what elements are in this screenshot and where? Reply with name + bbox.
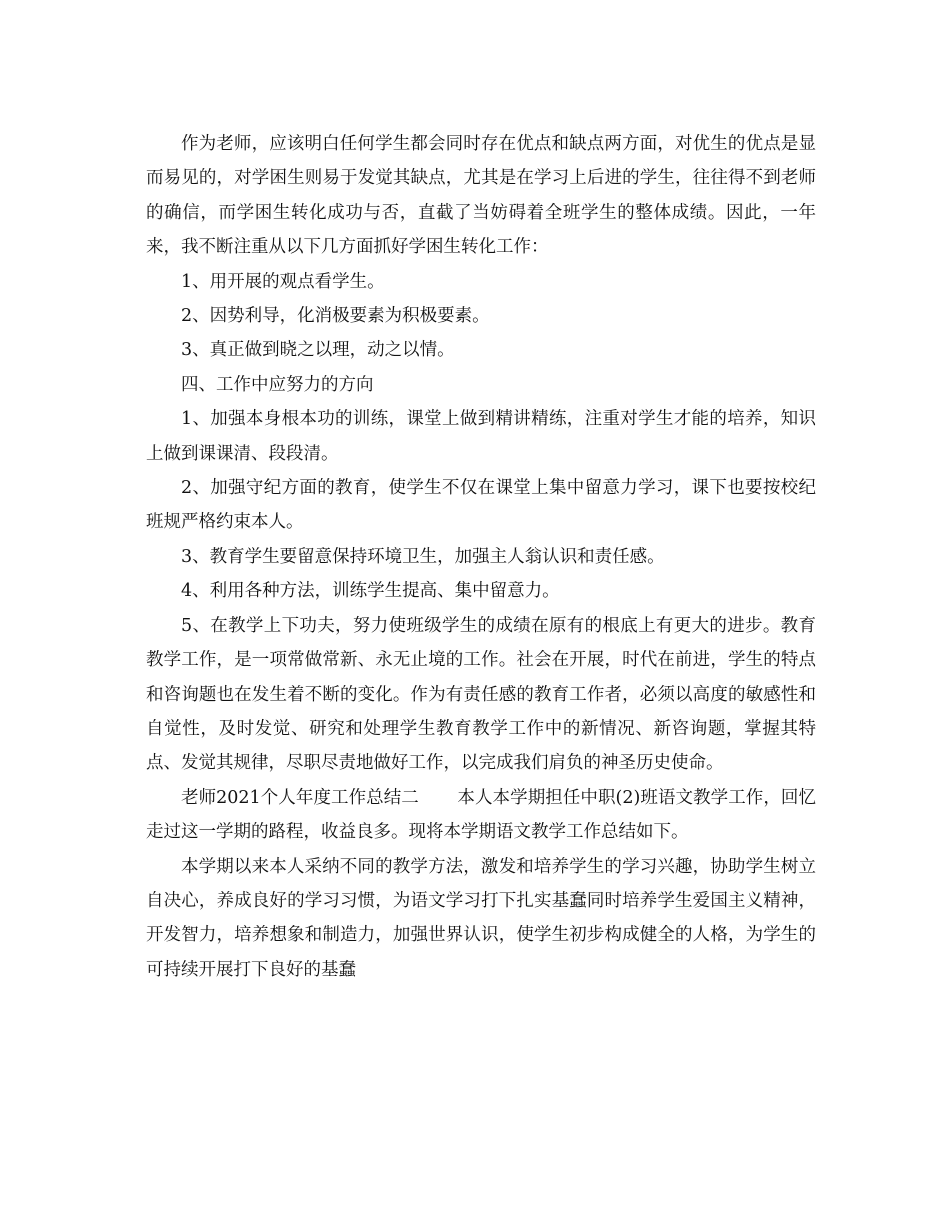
paragraph-2: 1、用开展的观点看学生。 bbox=[181, 271, 385, 292]
summary-paragraph bbox=[146, 781, 816, 850]
summary-title: 老师2021个人年度工作总结二 bbox=[181, 787, 419, 808]
paragraph-4: 3、真正做到晓之以理，动之以情。 bbox=[181, 340, 455, 361]
paragraph-6: 1、加强本身根本功的训练，课堂上做到精讲精练，注重对学生才能的培养，知识上做到课课清、段段清。 bbox=[146, 409, 816, 464]
paragraph-7: 2、加强守纪方面的教育，使学生不仅在课堂上集中留意力学习，课下也要按校纪班规严格约束本人。 bbox=[146, 478, 816, 533]
paragraph-3: 2、因势利导，化消极要素为积极要素。 bbox=[181, 306, 490, 327]
section-heading-4: 四、工作中应努力的方向 bbox=[181, 374, 374, 395]
paragraph-8: 3、教育学生要留意保持环境卫生，加强主人翁认识和责任感。 bbox=[181, 546, 665, 567]
final-paragraph: 本学期以来本人采纳不同的教学方法，激发和培养学生的学习兴趣，协助学生树立自决心，养成良好的学习习惯，为语文学习打下扎实基蠢同时培养学生爱国主义精神，开发智力，培养想象和制造力，加强世界认识，使学生初步构成健全的人格，为学生的可持续开展打下良好的基蠢 bbox=[146, 856, 816, 980]
document-body bbox=[146, 127, 816, 987]
paragraph-10: 5、在教学上下功夫，努力使班级学生的成绩在原有的根底上有更大的进步。教育教学工作，是一项常做常新、永无止境的工作。社会在开展，时代在前进，学生的特点和咨询题也在发生着不断的变化。作为有责任感的教育工作者，必须以高度的敏感性和自觉性，及时发觉、研究和处理学生教育教学工作中的新情况、新咨询题，掌握其特点、发觉其规律，尽职尽责地做好工作，以完成我们肩负的神圣历史使命。 bbox=[146, 615, 816, 774]
paragraph-9: 4、利用各种方法，训练学生提高、集中留意力。 bbox=[181, 581, 560, 602]
paragraph-1: 作为老师，应该明白任何学生都会同时存在优点和缺点两方面，对优生的优点是显而易见的，对学困生则易于发觉其缺点，尤其是在学习上后进的学生，往往得不到老师的确信，而学困生转化成功与否，直截了当妨碍着全班学生的整体成绩。因此，一年来，我不断注重从以下几方面抓好学困生转化工作： bbox=[146, 134, 816, 258]
summary-intro: 本人本学期担任中职(2)班语文教学工作，回忆走过这一学期的路程，收益良多。现将本学期语文教学工作总结如下。 bbox=[146, 787, 816, 843]
